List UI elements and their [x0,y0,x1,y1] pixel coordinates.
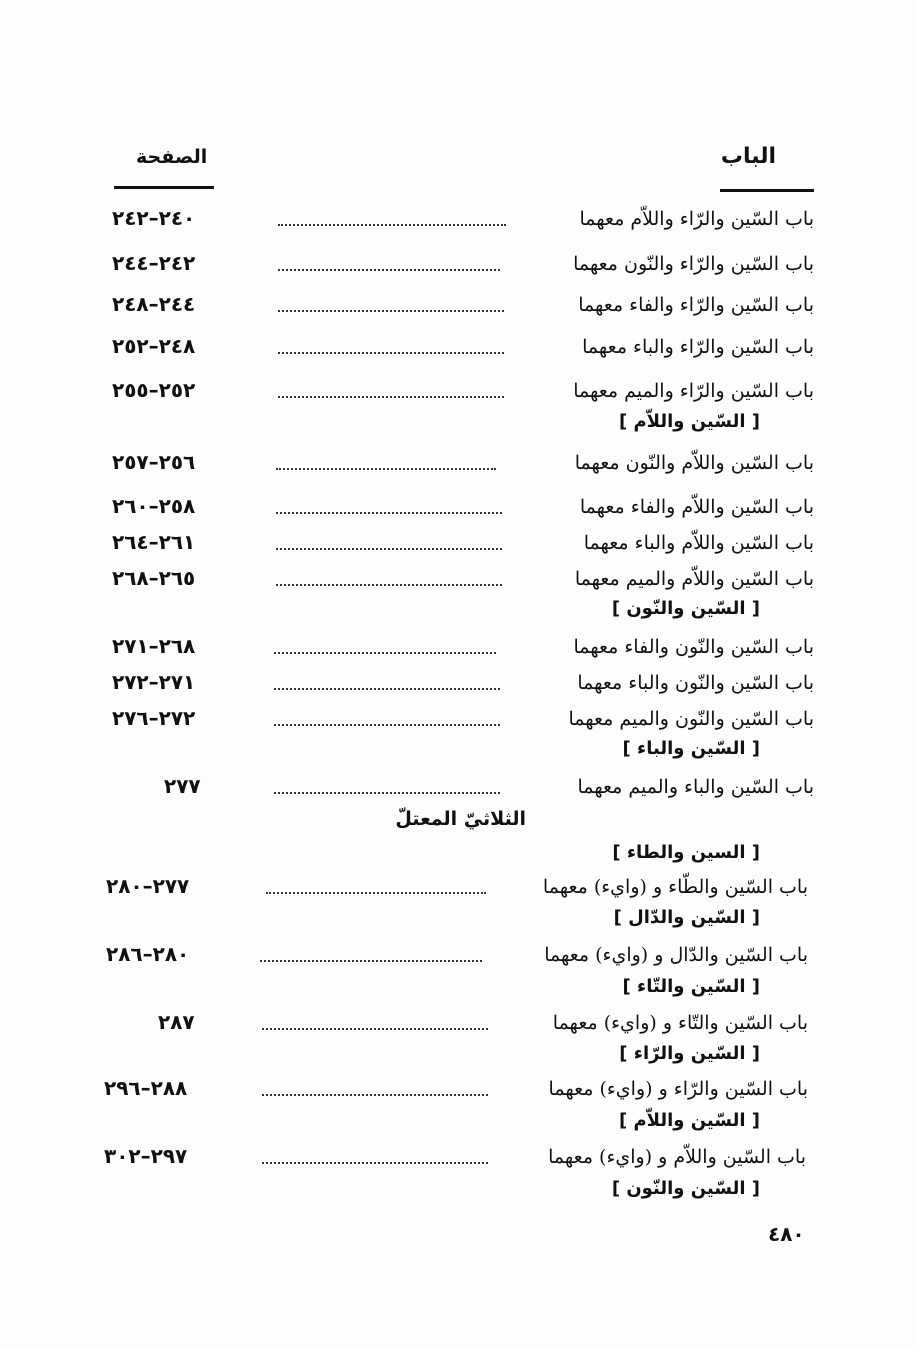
entry-pages: ٢٤٠–٢٤٢ [112,206,196,230]
dot-leader [276,512,502,514]
dot-leader [278,224,506,226]
index-entry [0,634,916,666]
index-entry [0,706,916,738]
dot-leader [276,584,502,586]
index-entry [0,334,916,366]
page-number: ٤٨٠ [768,1222,805,1246]
entry-pages: ٢٧١–٢٧٢ [112,670,196,694]
dot-leader [278,396,504,398]
header-underline-page [114,186,214,189]
entry-title: باب السّين والباء والميم معهما [577,776,814,798]
index-entry [0,206,916,238]
section-heading: الثلاثيّ المعتلّ [395,808,526,830]
index-entry [0,1076,916,1108]
entry-pages: ٢٤٤–٢٤٨ [112,292,196,316]
entry-title: باب السّين والطّاء و (وايء) معهما [542,876,808,898]
entry-pages: ٢٥٢–٢٥٥ [112,378,196,402]
entry-title: باب السّين والرّاء و (وايء) معهما [548,1078,808,1100]
subheading: [ السّين واللاّم ] [618,411,760,432]
index-entry [0,251,916,283]
entry-title: باب السّين والنّون والميم معهما [568,708,814,730]
dot-leader [278,310,504,312]
entry-pages: ٢٤٨–٢٥٢ [112,334,196,358]
dot-leader [278,269,500,271]
subheading: [ السّين والدّال ] [613,907,760,928]
dot-leader [274,724,500,726]
subheading: [ السّين والتّاء ] [622,976,760,997]
entry-title: باب السّين واللاّم والباء معهما [583,532,814,554]
entry-pages: ٢٩٧–٣٠٢ [104,1144,188,1168]
entry-pages: ٢٨٠–٢٨٦ [106,942,190,966]
dot-leader [260,960,482,962]
subheading: [ السين والطاء ] [612,842,760,863]
entry-pages: ٢٦١–٢٦٤ [112,530,196,554]
index-entry [0,874,916,906]
index-entry [0,494,916,526]
subheading: [ السّين واللاّم ] [618,1110,760,1131]
entry-title: باب السّين والنّون والباء معهما [577,672,814,694]
dot-leader [276,468,496,470]
entry-title: باب السّين والدّال و (وايء) معهما [544,944,808,966]
dot-leader [276,548,502,550]
entry-title: باب السّين واللاّم والميم معهما [574,568,814,590]
index-entry [0,530,916,562]
header-underline-chapter [720,189,814,192]
entry-pages: ٢٧٧ [164,774,201,798]
entry-pages: ٢٨٨–٢٩٦ [104,1076,188,1100]
entry-pages: ٢٦٥–٢٦٨ [112,566,196,590]
subheading: [ السّين والنّون ] [611,1178,760,1199]
dot-leader [274,688,500,690]
entry-title: باب السّين والرّاء والباء معهما [582,336,814,358]
column-header-chapter: الباب [720,144,776,169]
dot-leader [262,1162,488,1164]
entry-title: باب السّين واللاّم والفاء معهما [579,496,814,518]
dot-leader [274,792,500,794]
index-entry [0,942,916,974]
index-entry [0,566,916,598]
index-entry [0,378,916,410]
subheading: [ السّين والنّون ] [611,598,760,619]
entry-pages: ٢٦٨–٢٧١ [112,634,196,658]
subheading: [ السّين والباء ] [622,738,760,759]
entry-pages: ٢٧٢–٢٧٦ [112,706,196,730]
index-entry [0,1010,916,1042]
entry-title: باب السّين واللاّم والنّون معهما [574,452,814,474]
entry-title: باب السّين والرّاء واللاّم معهما [579,208,814,230]
entry-pages: ٢٨٧ [158,1010,195,1034]
index-entry [0,1144,916,1176]
entry-pages: ٢٥٦–٢٥٧ [112,450,196,474]
index-entry [0,292,916,324]
dot-leader [266,892,486,894]
dot-leader [262,1028,488,1030]
index-entry [0,450,916,482]
index-entry [0,774,916,806]
entry-title: باب السّين واللاّم و (وايء) معهما [548,1146,806,1168]
entry-title: باب السّين والرّاء والميم معهما [573,380,814,402]
subheading: [ السّين والرّاء ] [619,1043,760,1064]
entry-pages: ٢٥٨–٢٦٠ [112,494,196,518]
index-entry [0,670,916,702]
entry-title: باب السّين والنّون والفاء معهما [573,636,814,658]
dot-leader [262,1094,488,1096]
entry-title: باب السّين والتّاء و (وايء) معهما [552,1012,808,1034]
entry-title: باب السّين والرّاء والفاء معهما [578,294,814,316]
column-header-page: الصفحة [136,146,208,168]
entry-pages: ٢٧٧–٢٨٠ [106,874,190,898]
entry-title: باب السّين والرّاء والنّون معهما [573,253,814,275]
dot-leader [274,652,496,654]
dot-leader [278,352,504,354]
entry-pages: ٢٤٢–٢٤٤ [112,251,196,275]
